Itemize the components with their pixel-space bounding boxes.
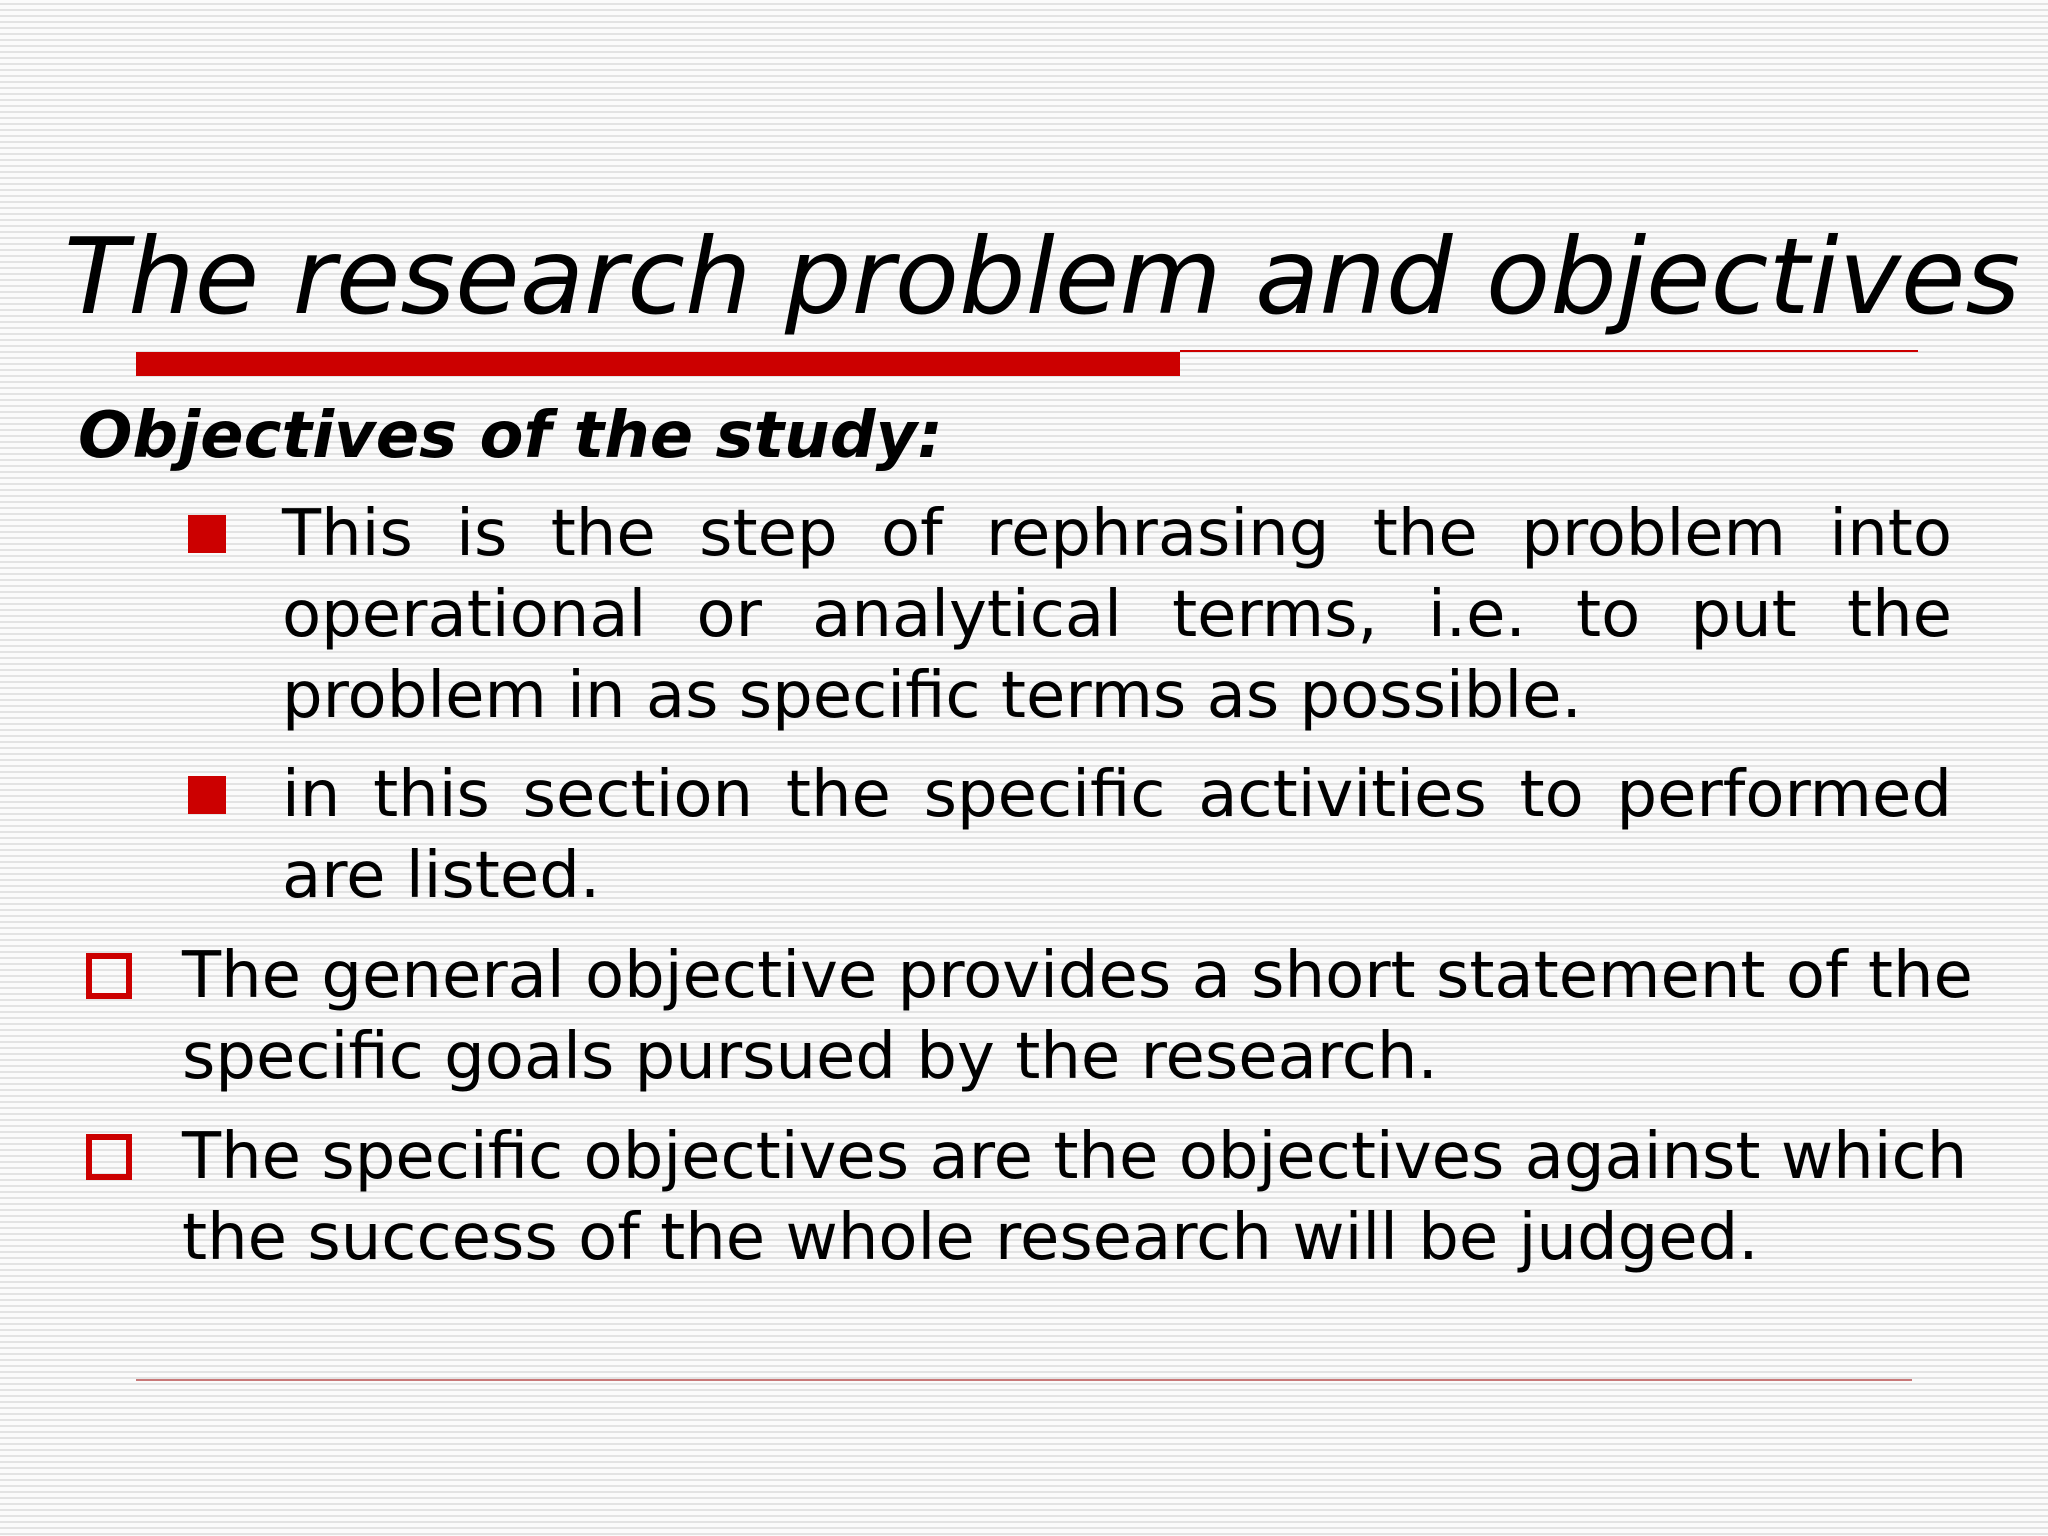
title-underline-rule bbox=[1180, 350, 1918, 352]
sub-bullet-item-2: in this section the specific activities to performed are listed. bbox=[282, 758, 1952, 913]
main-bullet-item-2: The specific objectives are the objectives against which the success of the whole research will be judged. bbox=[182, 1120, 1968, 1275]
sub-bullet-item-1: This is the step of rephrasing the problem into operational or analytical terms, i.e. to put the problem in as specific terms as possible. bbox=[282, 497, 1952, 733]
title-underline-bar bbox=[136, 352, 1180, 376]
filled-square-bullet-icon bbox=[188, 515, 226, 553]
hollow-square-bullet-icon bbox=[86, 1134, 132, 1180]
objectives-subheading: Objectives of the study: bbox=[78, 399, 943, 473]
slide-title: The research problem and objectives bbox=[64, 216, 2021, 338]
bottom-divider bbox=[136, 1379, 1912, 1381]
hollow-square-bullet-icon bbox=[86, 953, 132, 999]
filled-square-bullet-icon bbox=[188, 776, 226, 814]
main-bullet-item-1: The general objective provides a short statement of the specific goals pursued by the research. bbox=[182, 939, 1973, 1094]
